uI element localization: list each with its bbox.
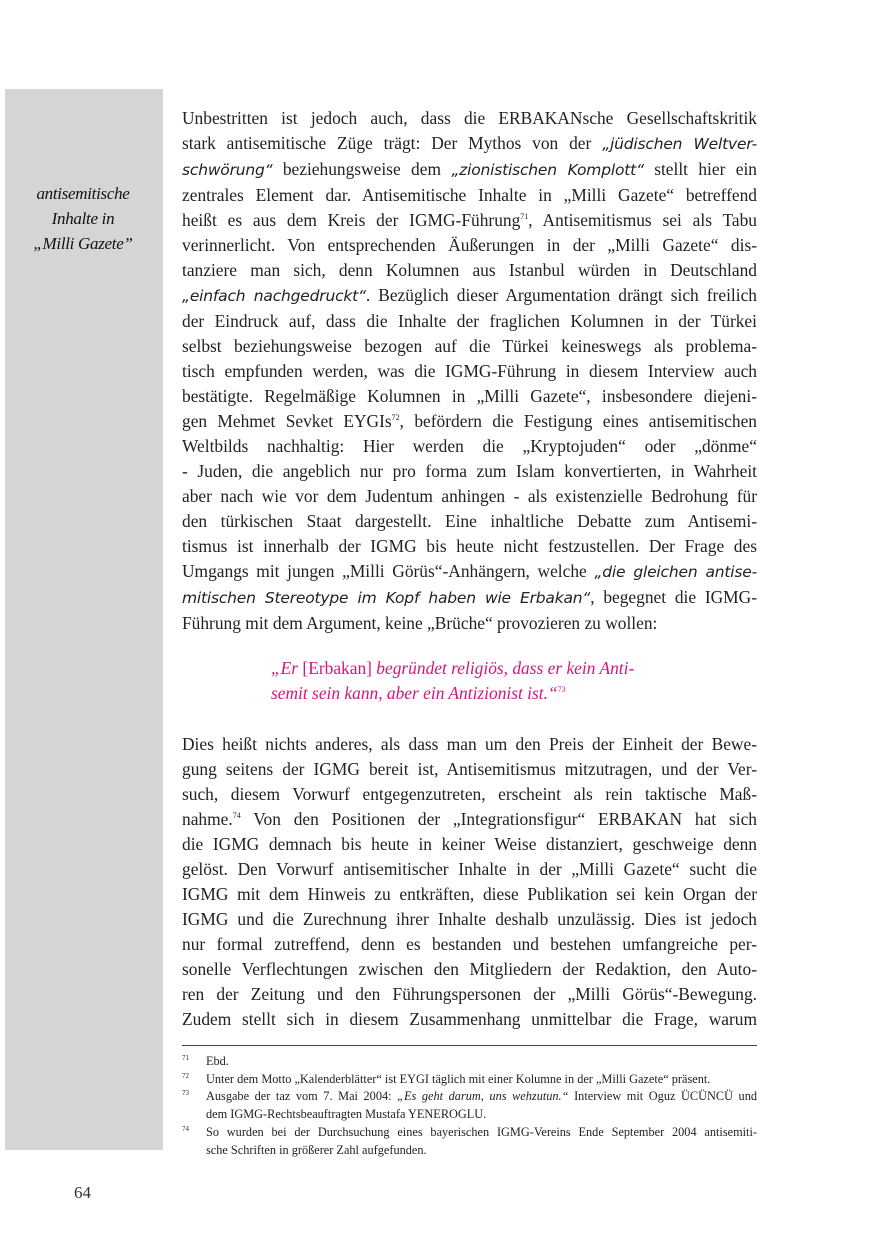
footnote-ref: 74 (232, 811, 241, 820)
margin-note-line: antisemitische (36, 184, 130, 203)
text-line: der Eindruck auf, dass die Inhalte der fraglichen Kolumnen in der Türkei (182, 311, 757, 331)
text-line: gelöst. Den Vorwurf antisemitischer Inhalte in der „Milli Gazete“ sucht die (182, 859, 757, 879)
text-line: ren der Zeitung und den Führungspersonen der „Milli Görüs“-Bewegung. (182, 984, 757, 1004)
emphasis: „Es geht darum, uns wehzutun.“ (397, 1089, 569, 1103)
quote-line: „Er [Erbakan] begründet religiös, dass er kein Anti- (271, 658, 635, 678)
footnote-ref: 72 (391, 413, 400, 422)
footnote-text: Unter dem Motto „Kalenderblätter“ ist EYGI täglich mit einer Kolumne in der „Milli Gazete“ präsent. (206, 1072, 711, 1086)
emphasis: „zionistischen Komplott“ (451, 161, 644, 179)
footnote-text: dem IGMG-Rechtsbeauftragten Mustafa YENEROGLU. (206, 1107, 487, 1121)
text-line: sonelle Verflechtungen zwischen den Mitgliedern der Redaktion, den Auto- (182, 959, 757, 979)
text-line: nahme.$^{74}$ Von den Positionen der „Integrationsfigur“ ERBAKAN hat sich (182, 809, 757, 829)
margin-note-line: Inhalte in (51, 209, 115, 228)
text-line: aber nach wie vor dem Judentum anhingen - als existenzielle Bedrohung für (182, 486, 757, 506)
emphasis: mitischen Stereotype im Kopf haben wie Erbakan“ (182, 589, 591, 607)
quote-line: semit sein kann, aber ein Antizionist ist.“$^{73}$ (271, 683, 566, 703)
text-line: Dies heißt nichts anderes, als dass man um den Preis der Einheit der Bewe- (182, 734, 757, 754)
text-line: gen Mehmet Sevket EYGIs$^{72}$, befördern die Festigung eines antisemitischen (182, 411, 757, 431)
emphasis: „einfach nachgedruckt“ (182, 287, 366, 305)
text-line: bestätigte. Regelmäßige Kolumnen in „Milli Gazete“, insbesondere diejeni- (182, 386, 757, 406)
text-line: die IGMG demnach bis heute in keiner Weise distanziert, geschweige denn (182, 834, 757, 854)
margin-note (14, 181, 152, 256)
emphasis: „jüdischen Weltver- (602, 135, 757, 153)
text-line: verinnerlicht. Von entsprechenden Äußerungen in der „Milli Gazete“ dis- (182, 235, 757, 255)
text-line: Weltbilds nachhaltig: Hier werden die „Kryptojuden“ oder „dönme“ (182, 436, 757, 456)
text-line: zentrales Element dar. Antisemitische Inhalte in „Milli Gazete“ betreffend (182, 185, 757, 205)
margin-note-line: „Milli Gazete” (33, 234, 133, 253)
quote-insertion: [Erbakan] (302, 658, 372, 678)
text-line: Unbestritten ist jedoch auch, dass die ERBAKANsche Gesellschaftskritik (182, 108, 757, 128)
text-line: tismus ist innerhalb der IGMG bis heute nicht festzustellen. Der Frage des (182, 536, 757, 556)
text-line: such, diesem Vorwurf entgegenzutreten, erscheint als rein taktische Maß- (182, 784, 757, 804)
footnote-divider (182, 1045, 757, 1046)
text-line: mitischen Stereotype im Kopf haben wie Erbakan“, begegnet die IGMG- (182, 587, 757, 607)
text-line: „einfach nachgedruckt“. Bezüglich dieser Argumentation drängt sich freilich (182, 285, 757, 305)
text-line: gung seitens der IGMG bereit ist, Antisemitismus mitzutragen, und der Ver- (182, 759, 757, 779)
footnote-number: 72 (182, 1072, 189, 1080)
text-line: heißt es aus dem Kreis der IGMG-Führung$^{71}$, Antisemitismus sei als Tabu (182, 210, 757, 230)
text-line: Zudem stellt sich in diesem Zusammenhang unmittelbar die Frage, warum (182, 1009, 757, 1029)
body-paragraph-2 (182, 732, 757, 1032)
emphasis: schwörung“ (182, 161, 273, 179)
footnote-text: Ebd. (206, 1054, 229, 1068)
text-line: stark antisemitische Züge trägt: Der Mythos von der „jüdischen Weltver- (182, 133, 757, 153)
footnote-ref: 71 (520, 212, 529, 221)
footnote-text: sche Schriften in größerer Zahl aufgefunden. (206, 1143, 427, 1157)
emphasis: „die gleichen antise- (594, 563, 757, 581)
text-line: den türkischen Staat dargestellt. Eine inhaltliche Debatte zum Antisemi- (182, 511, 757, 531)
text-line: IGMG mit dem Hinweis zu entkräften, diese Publikation sei kein Organ der (182, 884, 757, 904)
text-line: IGMG und die Zurechnung ihrer Inhalte deshalb unzulässig. Dies ist jedoch (182, 909, 757, 929)
text-line: - Juden, die angeblich nur pro forma zum Islam konvertierten, in Wahrheit (182, 461, 757, 481)
text-line: selbst beziehungsweise bezogen auf die Türkei keineswegs als problema- (182, 336, 757, 356)
text-line: Führung mit dem Argument, keine „Brüche“ provozieren zu wollen: (182, 613, 658, 633)
footnote-text: So wurden bei der Durchsuchung eines bayerischen IGMG-Vereins Ende September 2004 antisemiti- (206, 1125, 757, 1139)
page-number: 64 (74, 1183, 91, 1202)
body-paragraph-1 (182, 106, 757, 636)
text-line: tanziere man sich, denn Kolumnen aus Istanbul würden in Deutschland (182, 260, 757, 280)
footnote-ref: 73 (557, 685, 566, 694)
footnote-text: Ausgabe der taz vom 7. Mai 2004: „Es geht darum, uns wehzutun.“ Interview mit Oguz ÜCÜNCÜ und (206, 1089, 757, 1103)
text-line: schwörung“ beziehungsweise dem „zionistischen Komplott“ stellt hier ein (182, 159, 758, 179)
text-line: Umgangs mit jungen „Milli Görüs“-Anhängern, welche „die gleichen antise- (182, 561, 757, 581)
footnote-number: 74 (182, 1125, 189, 1133)
footnote-number: 73 (182, 1089, 189, 1097)
text-line: tisch empfunden werden, was die IGMG-Führung in diesem Interview auch (182, 361, 757, 381)
footnote-number: 71 (182, 1054, 189, 1062)
block-quote (271, 656, 681, 706)
text-line: nur formal zutreffend, denn es bestanden und bestehen umfangreiche per- (182, 934, 757, 954)
